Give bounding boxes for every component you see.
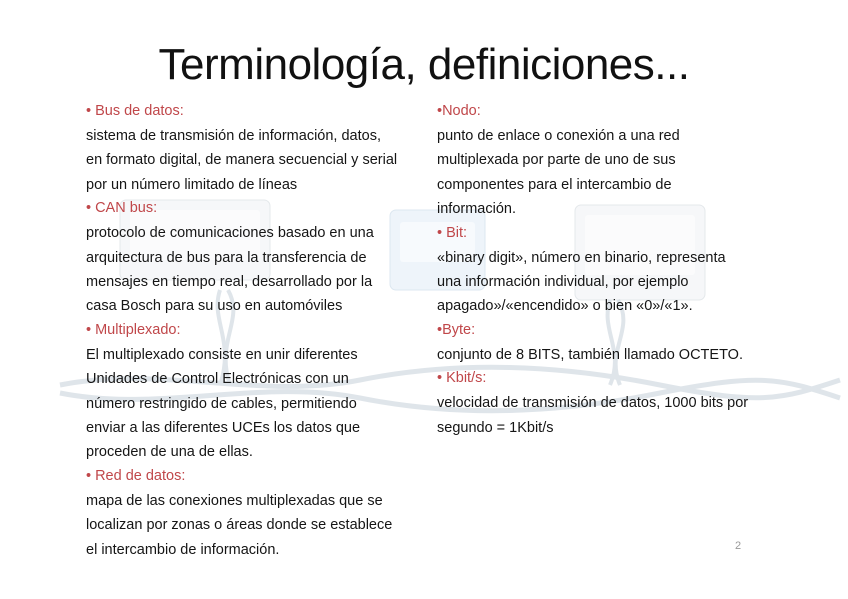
term-text: Bus de datos: bbox=[95, 103, 184, 119]
term-text: Nodo: bbox=[442, 103, 481, 119]
bullet: • bbox=[437, 103, 443, 119]
definition-line: una información individual, por ejemplo bbox=[437, 274, 689, 291]
definition-line: protocolo de comunicaciones basado en una bbox=[86, 225, 374, 242]
term-text: CAN bus: bbox=[95, 200, 158, 217]
definition-line: por un número limitado de líneas bbox=[86, 176, 298, 193]
definition-line: en formato digital, de manera secuencial y serial bbox=[86, 152, 398, 169]
definition-line: proceden de una de ellas. bbox=[86, 444, 253, 461]
definition-line: número restringido de cables, permitiendo bbox=[86, 395, 357, 412]
term-label bbox=[437, 101, 767, 121]
page-number: 2 bbox=[735, 540, 742, 552]
definition-line: Unidades de Control Electrónicas con un bbox=[86, 371, 349, 388]
bullet: • bbox=[437, 321, 443, 338]
term-label bbox=[437, 223, 767, 243]
bullet: • bbox=[437, 224, 443, 241]
bullet: • bbox=[437, 370, 443, 387]
term-label bbox=[86, 466, 416, 486]
term-text: Byte: bbox=[442, 321, 476, 338]
definition-line: el intercambio de información. bbox=[86, 541, 280, 558]
definition-can-bus bbox=[86, 198, 416, 318]
definition-line: casa Bosch para su uso en automóviles bbox=[86, 298, 343, 315]
definition-bit bbox=[437, 223, 767, 318]
definition-line: sistema de transmisión de información, datos, bbox=[86, 128, 381, 144]
bullet: • bbox=[86, 467, 92, 484]
term-label bbox=[437, 368, 767, 388]
definition-line: conjunto de 8 BITS, también llamado OCTETO. bbox=[437, 346, 743, 363]
term-label bbox=[437, 320, 767, 340]
term-label bbox=[86, 101, 416, 121]
definition-nodo bbox=[437, 101, 767, 221]
definition-line: enviar a las diferentes UCEs los datos que bbox=[86, 420, 361, 437]
definition-line: multiplexada por parte de uno de sus bbox=[437, 152, 676, 169]
definition-line: El multiplexado consiste en unir diferentes bbox=[86, 346, 358, 363]
definition-line: velocidad de transmisión de datos, 1000 bits por bbox=[437, 395, 749, 412]
definition-line: segundo = 1Kbit/s bbox=[437, 419, 554, 436]
definition-line: arquitectura de bus para la transferencia de bbox=[86, 249, 367, 266]
definition-line: punto de enlace o conexión a una red bbox=[437, 128, 680, 144]
term-text: Bit: bbox=[446, 224, 468, 241]
definition-line: «binary digit», número en binario, representa bbox=[437, 249, 726, 266]
bullet: • bbox=[86, 200, 92, 217]
definition-red-de-datos bbox=[86, 466, 416, 561]
definition-line: localizan por zonas o áreas donde se establece bbox=[86, 517, 393, 534]
definition-line: mensajes en tiempo real, desarrollado por la bbox=[86, 274, 373, 291]
definition-byte bbox=[437, 320, 767, 366]
term-label bbox=[86, 320, 416, 340]
term-text: Kbit/s: bbox=[446, 370, 487, 387]
definition-line: apagado»/«encendido» o bien «0»/«1». bbox=[437, 298, 693, 315]
right-column bbox=[437, 101, 767, 441]
definition-line: componentes para el intercambio de bbox=[437, 176, 672, 193]
definition-line: información. bbox=[437, 201, 516, 218]
term-label bbox=[86, 198, 416, 218]
slide-title: Terminología, definiciones... bbox=[158, 40, 690, 89]
left-column bbox=[86, 101, 416, 563]
definition-bus-de-datos bbox=[86, 101, 416, 196]
term-text: Red de datos: bbox=[95, 467, 186, 484]
bullet: • bbox=[86, 103, 92, 119]
definition-kbit bbox=[437, 368, 767, 439]
term-text: Multiplexado: bbox=[95, 321, 181, 338]
definition-line: mapa de las conexiones multiplexadas que se bbox=[86, 492, 383, 509]
bullet: • bbox=[86, 321, 92, 338]
definition-multiplexado bbox=[86, 320, 416, 464]
